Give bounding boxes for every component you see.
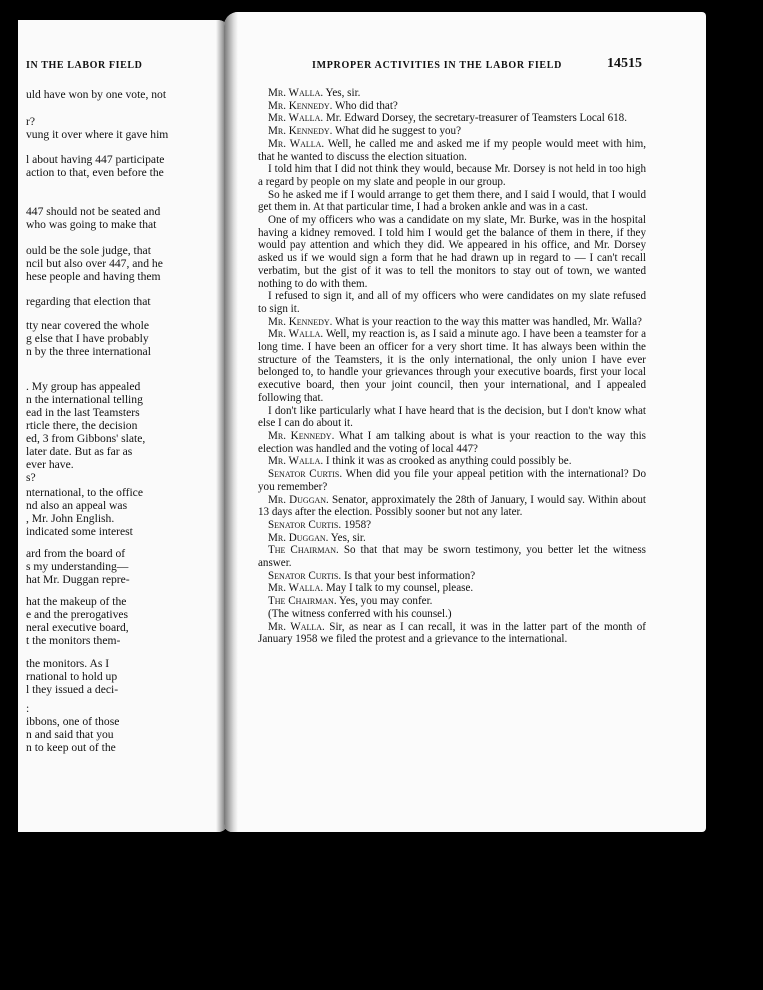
speaker-name: The Chairman.	[268, 595, 337, 608]
left-page-line: n the international telling	[26, 393, 143, 406]
transcript-paragraph	[258, 189, 646, 214]
speech-text: May I talk to my counsel, please.	[323, 582, 474, 595]
speech-text: I told him that I did not think they would, because Mr. Dorsey is not held in too high a regard by people on my slate and people in our group.	[258, 163, 646, 188]
left-page-line: r?	[26, 115, 36, 128]
left-page-line: . My group has appealed	[26, 380, 141, 393]
transcript-paragraph	[258, 290, 646, 315]
left-page-line: :	[26, 702, 30, 715]
speaker-name: Mr. Kennedy.	[268, 99, 333, 112]
left-page-line: t the monitors them-	[26, 634, 121, 647]
speech-text: One of my officers who was a candidate on my slate, Mr. Burke, was in the hospital having a kidney removed. I told him I would get the balance of them in there, if they would pay attention and which they did. We appeared in his office, and Mr. Dorsey asked us if we would sign a form that he had drawn up in regard to — I can't recall verbatim, but the gist of it was to tell the monitors to stay out of town, we wanted nothing to do with them.	[258, 214, 646, 290]
transcript-paragraph	[258, 112, 646, 125]
speech-text: Well, he called me and asked me if my people would meet with him, that he wanted to discuss the election situation.	[258, 137, 646, 163]
speech-text: Sir, as near as I can recall, it was in the latter part of the month of January 1958 we filed the protest and a grievance to the international.	[258, 620, 646, 646]
left-page-line: ncil but also over 447, and he	[26, 257, 163, 270]
speaker-name: Senator Curtis.	[268, 468, 343, 481]
transcript-paragraph	[258, 544, 646, 569]
left-page-line: uld have won by one vote, not	[26, 88, 167, 101]
transcript-paragraph	[258, 316, 646, 329]
left-page-line: hese people and having them	[26, 270, 161, 283]
left-page-line: indicated some interest	[26, 525, 133, 538]
speaker-name: Mr. Walla.	[268, 87, 324, 99]
speech-text: I think it was as crooked as anything could possibly be.	[323, 455, 572, 468]
page-number: 14515	[607, 56, 642, 71]
speech-text: Who did that?	[332, 99, 398, 112]
transcript-paragraph	[258, 100, 646, 113]
speech-text: I refused to sign it, and all of my officers who were candidates on my slate refused to sign it.	[258, 290, 646, 315]
transcript-paragraph	[258, 494, 646, 519]
speech-text: What is your reaction to the way this matter was handled, Mr. Walla?	[332, 315, 642, 328]
left-page-line: action to that, even before the	[26, 166, 164, 179]
speech-text: Well, my reaction is, as I said a minute ago. I have been a teamster for a long time. I have been an officer for a very short time. It has always been within the structure of the Teamsters, it is the only international, the only union I have ever belonged to, to handle your grievances through your executive boards, first your local executive board, then your joint council, then your international, and I appealed following that.	[258, 328, 646, 404]
speaker-name: Senator Curtis.	[268, 518, 342, 531]
right-page	[224, 12, 706, 832]
left-page-line: e and the prerogatives	[26, 608, 129, 621]
running-head: IMPROPER ACTIVITIES IN THE LABOR FIELD	[312, 60, 563, 71]
left-page-line: regarding that election that	[26, 295, 151, 308]
speech-text: Yes, you may confer.	[336, 595, 433, 608]
speech-text: So that that may be sworn testimony, you better let the witness answer.	[258, 544, 646, 570]
left-page-line: ed, 3 from Gibbons' slate,	[26, 432, 146, 445]
transcript-paragraph	[258, 519, 646, 532]
speech-text: What did he suggest to you?	[332, 125, 462, 138]
transcript-paragraph	[258, 608, 646, 621]
speaker-name: Mr. Kennedy.	[268, 315, 333, 328]
transcript-paragraph	[258, 621, 646, 646]
left-page-line: tty near covered the whole	[26, 319, 149, 332]
left-page-line: n by the three international	[26, 345, 151, 358]
speaker-name: The Chairman.	[268, 544, 339, 557]
left-page-line: ever have.	[26, 458, 74, 471]
left-page-line: ould be the sole judge, that	[26, 244, 151, 257]
transcript-paragraph	[258, 582, 646, 595]
left-page-line: nd also an appeal was	[26, 499, 128, 512]
speaker-name: Mr. Walla.	[268, 582, 324, 595]
speech-text: I don't like particularly what I have heard that is the decision, but I don't know what else I can do about it.	[258, 404, 646, 430]
speaker-name: Mr. Walla.	[268, 328, 324, 341]
transcript-paragraph	[258, 532, 646, 545]
transcript-paragraph	[258, 214, 646, 290]
left-page-line: , Mr. John English.	[26, 512, 115, 525]
left-page-line: vung it over where it gave him	[26, 128, 169, 141]
speaker-name: Mr. Walla.	[268, 137, 325, 150]
transcript-body	[258, 87, 646, 646]
left-page-line: hat the makeup of the	[26, 595, 127, 608]
speaker-name: Mr. Walla.	[268, 112, 324, 125]
left-page-line: rticle there, the decision	[26, 419, 138, 432]
left-page-line: the monitors. As I	[26, 657, 110, 670]
left-page-line: s?	[26, 471, 36, 484]
left-page-line: g else that I have probably	[26, 332, 149, 345]
speech-text: Is that your best information?	[341, 569, 476, 582]
speech-text: 1958?	[341, 518, 372, 531]
left-page	[18, 20, 228, 832]
speaker-name: Mr. Duggan.	[268, 531, 329, 544]
left-page-line: neral executive board,	[26, 621, 129, 634]
transcript-paragraph	[258, 570, 646, 583]
left-page-line: n to keep out of the	[26, 741, 116, 754]
right-page-gutter-shadow	[224, 12, 238, 832]
left-page-line: rnational to hold up	[26, 670, 118, 683]
speech-text: Mr. Edward Dorsey, the secretary-treasurer of Teamsters Local 618.	[323, 112, 627, 125]
speech-text: (The witness conferred with his counsel.)	[268, 607, 452, 620]
left-page-line: 447 should not be seated and	[26, 205, 161, 218]
left-page-line: ead in the last Teamsters	[26, 406, 140, 419]
left-page-line: ard from the board of	[26, 547, 126, 560]
speech-text: When did you file your appeal petition with the international? Do you remember?	[258, 468, 646, 493]
speech-text: Yes, sir.	[328, 531, 366, 544]
transcript-paragraph	[258, 163, 646, 188]
transcript-paragraph	[258, 138, 646, 163]
speaker-name: Mr. Duggan.	[268, 493, 329, 506]
left-page-line: ibbons, one of those	[26, 715, 120, 728]
speaker-name: Mr. Kennedy.	[268, 429, 335, 442]
transcript-paragraph	[258, 405, 646, 430]
transcript-paragraph	[258, 430, 646, 455]
speaker-name: Mr. Walla.	[268, 455, 324, 468]
transcript-paragraph	[258, 455, 646, 468]
left-page-line: l about having 447 participate	[26, 153, 165, 166]
speech-text: So he asked me if I would arrange to get them there, and I said I would, that I would get them in. At that particular time, I had a broken ankle and was in a cast.	[258, 188, 646, 214]
left-page-line: who was going to make that	[26, 218, 157, 231]
transcript-paragraph	[258, 328, 646, 404]
left-page-line: nternational, to the office	[26, 486, 143, 499]
left-page-line: l they issued a deci-	[26, 683, 119, 696]
speech-text: Senator, approximately the 28th of January, I would say. Within about 13 days after the election. Possibly sooner but not any later.	[258, 493, 647, 519]
left-page-line: n and said that you	[26, 728, 114, 741]
left-page-line: later date. But as far as	[26, 445, 133, 458]
transcript-paragraph	[258, 595, 646, 608]
left-running-head: IN THE LABOR FIELD	[26, 60, 143, 71]
speech-text: What I am talking about is what is your reaction to the way this election was handled and the voting of local 447?	[258, 429, 646, 455]
transcript-paragraph	[258, 87, 646, 100]
left-page-line: hat Mr. Duggan repre-	[26, 573, 130, 586]
speech-text: Yes, sir.	[323, 87, 361, 99]
left-page-line: s my understanding—	[26, 560, 129, 573]
speaker-name: Senator Curtis.	[268, 569, 342, 582]
speaker-name: Mr. Walla.	[268, 620, 325, 633]
transcript-paragraph	[258, 468, 646, 493]
speaker-name: Mr. Kennedy.	[268, 125, 333, 138]
transcript-paragraph	[258, 125, 646, 138]
